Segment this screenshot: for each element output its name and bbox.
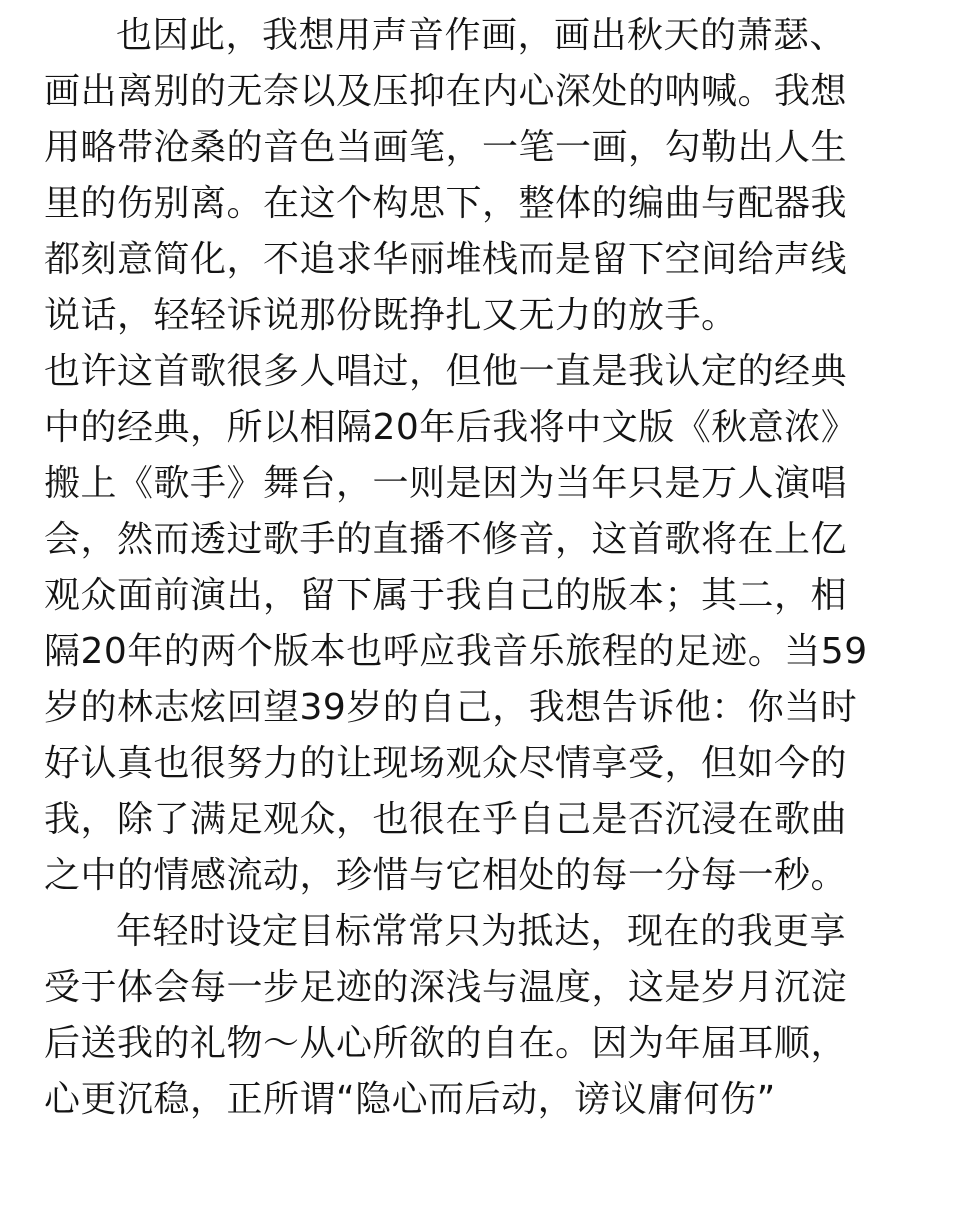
text-line: 观众面前演出，留下属于我自己的版本；其二，相 bbox=[44, 575, 848, 616]
text-line: 用略带沧桑的音色当画笔，一笔一画，勾勒出人生 bbox=[44, 127, 848, 168]
text-line: 也因此，我想用声音作画，画出秋天的萧瑟、 bbox=[116, 15, 847, 56]
text-line: 后送我的礼物～从心所欲的自在。因为年届耳顺， bbox=[44, 1023, 848, 1064]
bottom-fade bbox=[0, 1196, 960, 1222]
text-line: 之中的情感流动，珍惜与它相处的每一分每一秒。 bbox=[44, 855, 848, 896]
read-more-fade bbox=[600, 1140, 960, 1222]
text-line: 我，除了满足观众，也很在乎自己是否沉浸在歌曲 bbox=[44, 799, 848, 840]
text-line: 中的经典，所以相隔20年后我将中文版《秋意浓》 bbox=[44, 407, 858, 448]
text-line: 受于体会每一步足迹的深浅与温度，这是岁月沉淀 bbox=[44, 967, 848, 1008]
text-line: 好认真也很努力的让现场观众尽情享受，但如今的 bbox=[44, 743, 848, 784]
text-line: 也许这首歌很多人唱过，但他一直是我认定的经典 bbox=[44, 351, 848, 392]
text-line: 会，然而透过歌手的直播不修音，这首歌将在上亿 bbox=[44, 519, 848, 560]
text-line: 年轻时设定目标常常只为抵达，现在的我更享 bbox=[116, 911, 847, 952]
text-line: 心更沉稳，正所谓“隐心而后动，谤议庸何伤” bbox=[44, 1079, 776, 1120]
text-line: 里的伤别离。在这个构思下，整体的编曲与配器我 bbox=[44, 183, 848, 224]
article-body bbox=[44, 8, 924, 1128]
text-line: 说话，轻轻诉说那份既挣扎又无力的放手。 bbox=[44, 295, 738, 336]
text-line: 隔20年的两个版本也呼应我音乐旅程的足迹。当59 bbox=[44, 631, 868, 672]
text-line: 搬上《歌手》舞台，一则是因为当年只是万人演唱 bbox=[44, 463, 848, 504]
text-line: 岁的林志炫回望39岁的自己，我想告诉他：你当时 bbox=[44, 687, 858, 728]
text-line: 都刻意简化，不追求华丽堆栈而是留下空间给声线 bbox=[44, 239, 848, 280]
text-line: 画出离别的无奈以及压抑在内心深处的呐喊。我想 bbox=[44, 71, 848, 112]
